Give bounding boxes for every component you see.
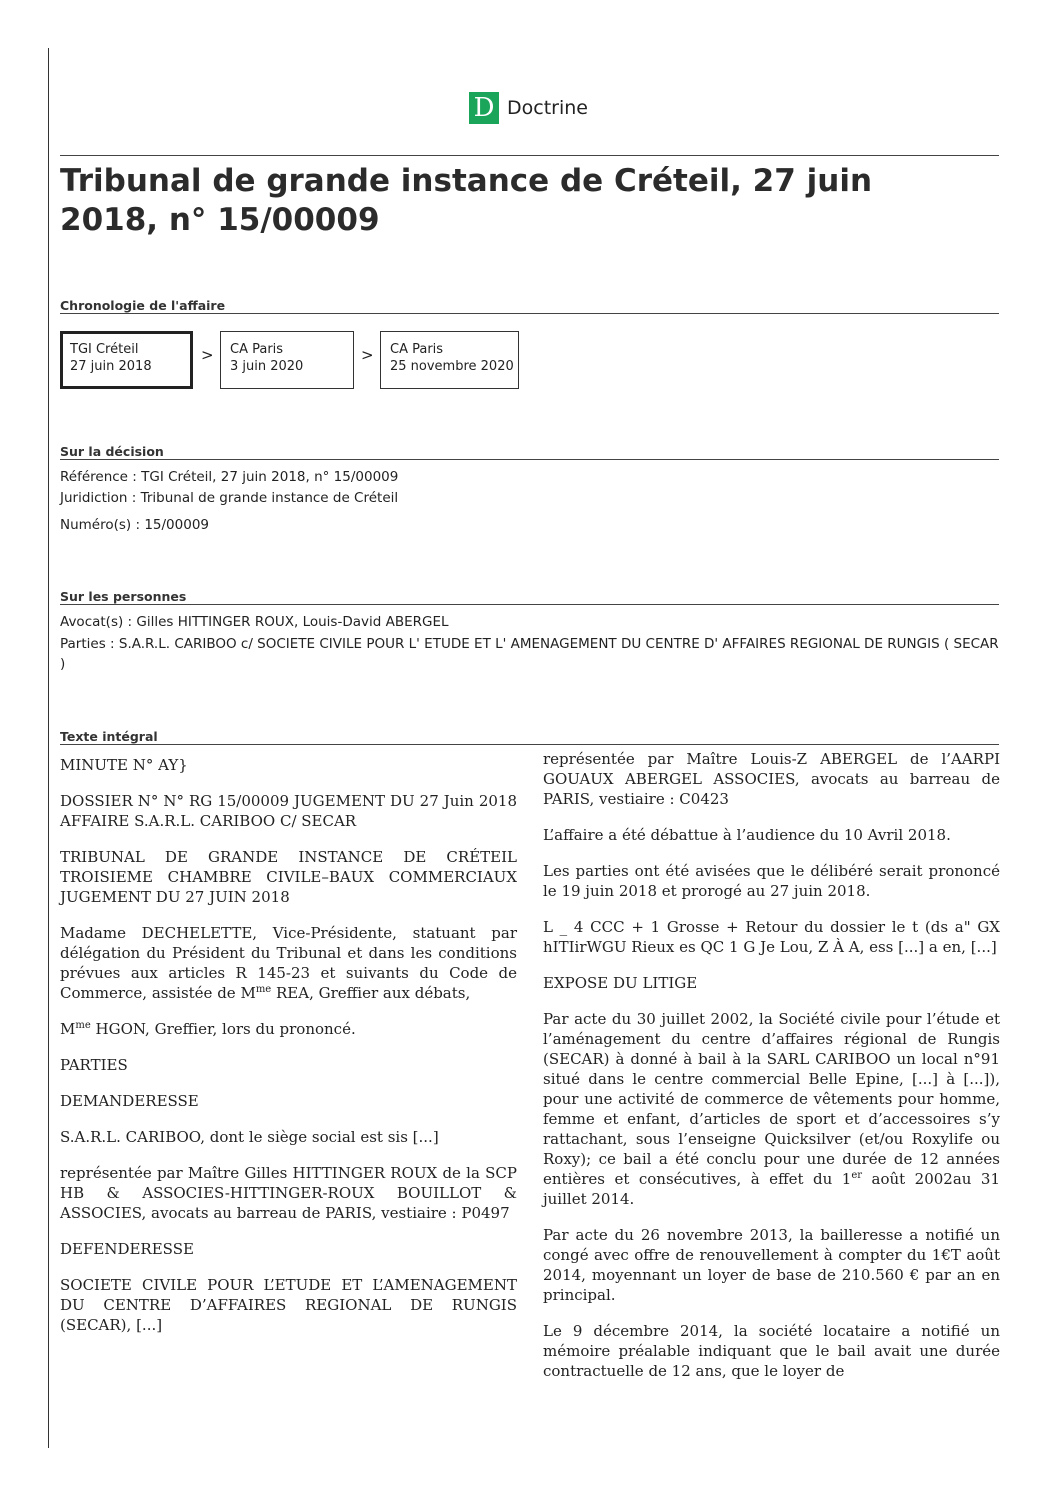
chronology-item-date: 25 novembre 2020 [390,359,514,374]
text-paragraph: S.A.R.L. CARIBOO, dont le siège social est sis [...] [60,1128,439,1146]
persons-rule [60,604,999,605]
text-paragraph: L _ 4 CCC + 1 Grosse + Retour du dossier le t (ds a" GX hITIirWGU Rieux es QC 1 G Je Lou, Z À A, ess [...] a en, [...] [543,918,1000,956]
chronology-item-court: CA Paris [230,342,284,357]
full-text-right-column [543,750,1000,1397]
text-paragraph: Le 9 décembre 2014, la société locataire a notifié un mémoire préalable indiquant que le bail avait une durée contractuelle de 12 ans, que le loyer de [543,1322,1000,1380]
decision-numero: Numéro(s) : 15/00009 [60,517,209,533]
persons-avocats: Avocat(s) : Gilles HITTINGER ROUX, Louis-David ABERGEL [60,614,449,630]
page-margin-line [48,48,49,1448]
text-paragraph: L’affaire a été débattue à l’audience du 10 Avril 2018. [543,826,951,844]
chronology-item-ca-paris-2020-11[interactable] [380,331,519,389]
chronology-item-court: CA Paris [390,342,444,357]
text-paragraph: SOCIETE CIVILE POUR L’ETUDE ET L’AMENAGEMENT DU CENTRE D’AFFAIRES REGIONAL DE RUNGIS (SECAR), [...] [60,1276,517,1334]
decision-reference: Référence : TGI Créteil, 27 juin 2018, n° 15/00009 [60,469,399,485]
full-text-left-column [60,755,517,1351]
chronology-item-date: 3 juin 2020 [230,359,304,374]
doctrine-logo[interactable] [469,92,588,124]
full-text-heading: Texte intégral [60,729,158,744]
text-paragraph: MINUTE N° AY} [60,756,188,774]
decision-rule [60,459,999,460]
text-paragraph: DEFENDERESSE [60,1240,194,1258]
persons-heading: Sur les personnes [60,589,187,604]
chronology-item-ca-paris-2020-06[interactable] [220,331,354,389]
text-paragraph: Les parties ont été avisées que le délibéré serait prononcé le 19 juin 2018 et prorogé au 27 juin 2018. [543,862,1000,900]
persons-parties: Parties : S.A.R.L. CARIBOO c/ SOCIETE CIVILE POUR L' ETUDE ET L' AMENAGEMENT DU CENTRE D' AFFAIRES REGIONAL DE RUNGIS ( SECAR ) [60,636,999,672]
text-paragraph: EXPOSE DU LITIGE [543,974,698,992]
decision-juridiction: Juridiction : Tribunal de grande instance de Créteil [60,490,399,506]
chronology-item-date: 27 juin 2018 [70,359,152,374]
text-paragraph: $M^{me}$ HGON, Greffier, lors du prononcé. [60,1020,356,1038]
text-paragraph: DEMANDERESSE [60,1092,199,1110]
text-paragraph: Par acte du 26 novembre 2013, la bailleresse a notifié un congé avec offre de renouvellement à compter du 1€T août 2014, moyennant un loyer de base de 210.560 € par an en principal. [543,1226,1000,1304]
chronology-item-court: TGI Créteil [70,342,139,357]
decision-heading: Sur la décision [60,444,164,459]
page-title: Tribunal de grande instance de Créteil, 27 juin 2018, n° 15/00009 [60,163,873,238]
doctrine-logo-text: Doctrine [507,97,588,119]
chronology-item-tgi-creteil[interactable] [60,331,193,389]
chronology-separator: > [201,346,214,364]
text-paragraph: représentée par Maître Louis-Z ABERGEL de l’AARPI GOUAUX ABERGEL ASSOCIES, avocats au barreau de PARIS, vestiaire : C0423 [543,750,1000,808]
text-paragraph: DOSSIER N° N° RG 15/00009 JUGEMENT DU 27 Juin 2018 AFFAIRE S.A.R.L. CARIBOO C/ SECAR [60,792,517,830]
doctrine-logo-icon: D [469,92,499,124]
text-paragraph: Madame DECHELETTE, Vice-Présidente, statuant par délégation du Président du Tribunal et dans les conditions prévues aux articles R 145-23 et suivants du Code de Commerce, assistée de $M^{me}$ REA, Greffier aux débats, [60,924,517,1002]
full-text-rule [60,744,999,745]
chronology-rule [60,313,999,314]
text-paragraph: PARTIES [60,1056,128,1074]
chronology-separator: > [361,346,374,364]
title-rule [60,155,999,156]
text-paragraph: représentée par Maître Gilles HITTINGER ROUX de la SCP HB & ASSOCIES-HITTINGER-ROUX BOUILLOT & ASSOCIES, avocats au barreau de PARIS, vestiaire : P0497 [60,1164,517,1222]
text-paragraph: Par acte du 30 juillet 2002, la Société civile pour l’étude et l’aménagement du centre d’affaires régional de Rungis (SECAR) à donné à bail à la SARL CARIBOO un local n°91 situé dans le centre commercial Belle Epine, [...] à [...]), pour une activité de commerce de vêtements pour homme, femme et enfant, d’articles de sport et d’accessoires s’y rattachant, sous l’enseigne Quicksilver (et/ou Roxylife ou Roxy); ce bail a été conclu pour une durée de 12 années entières et consécutives, à effet du 1er août 2002au 31 juillet 2014. [543,1010,1000,1208]
chronology-heading: Chronologie de l'affaire [60,298,226,313]
text-paragraph: TRIBUNAL DE GRANDE INSTANCE DE CRÉTEIL TROISIEME CHAMBRE CIVILE–BAUX COMMERCIAUX JUGEMENT DU 27 JUIN 2018 [60,848,517,906]
